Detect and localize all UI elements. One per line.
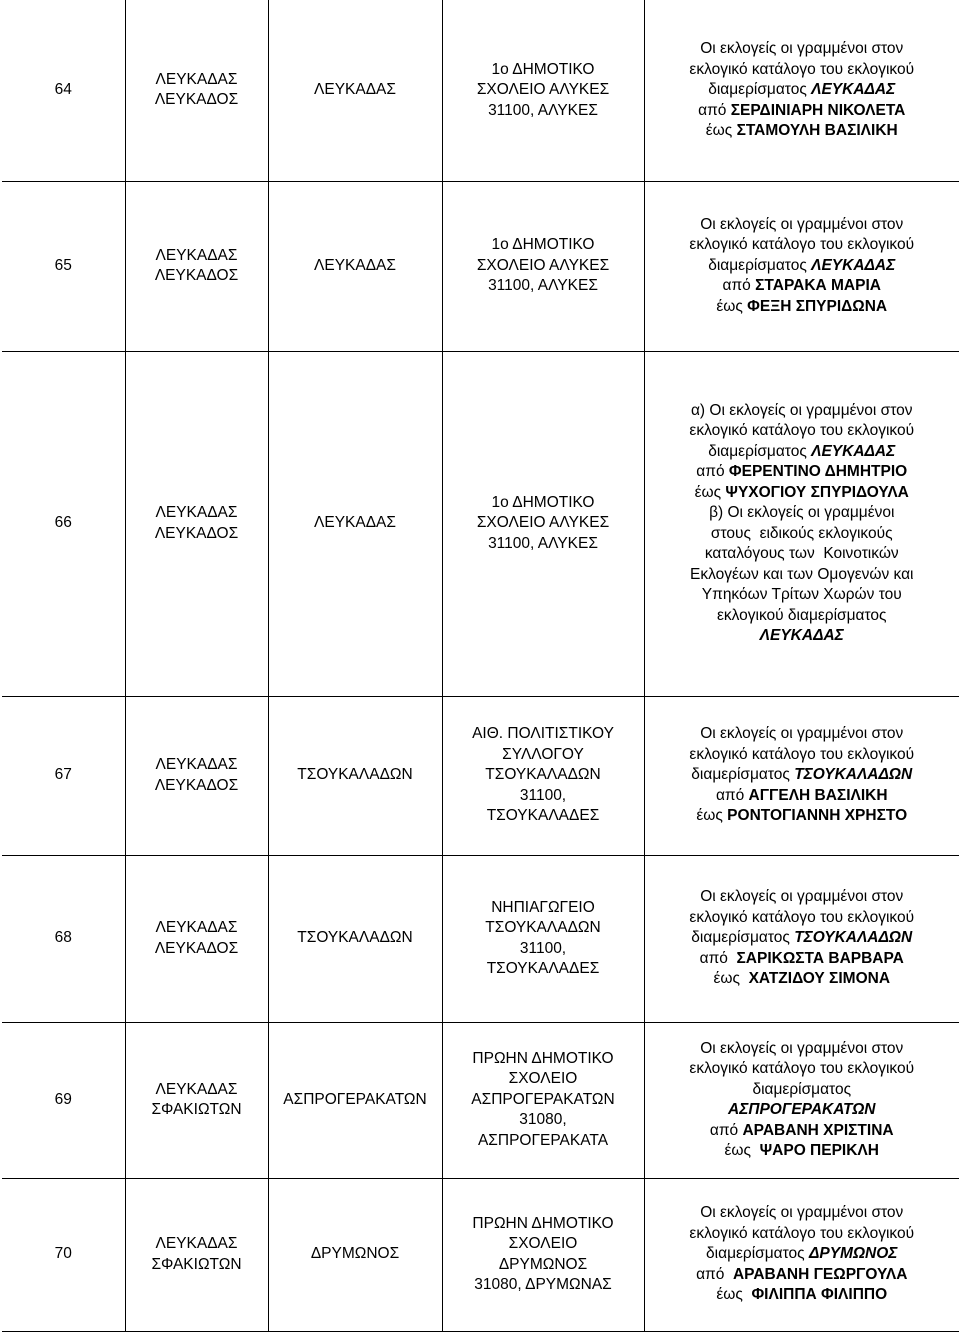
polling-location-line: ΤΣΟΥΚΑΛΑΔΩΝ [485, 919, 601, 936]
municipality-cell [125, 855, 268, 1022]
electoral-district: ΤΣΟΥΚΑΛΑΔΩΝ [297, 929, 413, 947]
description-text: διαμερίσματος [706, 1245, 809, 1263]
description-text: Οι εκλογείς οι γραμμένοι στον [700, 40, 904, 57]
municipality-line: ΛΕΥΚΑΔΑΣ [155, 246, 238, 264]
electoral-district: ΛΕΥΚΑΔΑΣ [314, 81, 396, 98]
polling-location-line: 31080, ΔΡΥΜΩΝΑΣ [474, 1276, 612, 1293]
description-text: Εκλογέων και των Ομογενών και [689, 565, 914, 583]
description-line [648, 1080, 957, 1101]
description-line [648, 806, 957, 827]
description-text: β) Οι εκλογείς οι γραμμένοι [709, 504, 895, 521]
electoral-district-cell [268, 0, 442, 181]
description-text: εκλογικό κατάλογο του εκλογικού [689, 236, 915, 254]
municipality-line: ΛΕΥΚΑΔΑΣ [155, 1235, 238, 1252]
row-number-cell [2, 696, 125, 855]
description-line [648, 101, 957, 122]
row-number-cell [2, 351, 125, 696]
description-line [648, 483, 957, 504]
polling-location-line: ΔΡΥΜΩΝΟΣ [498, 1255, 588, 1273]
polling-location-line: 31100, [519, 786, 567, 804]
polling-location-line: ΠΡΩΗΝ ΔΗΜΟΤΙΚΟ [472, 1049, 614, 1067]
description-line [648, 215, 957, 236]
description-line [648, 462, 957, 483]
highlighted-name: ΛΕΥΚΑΔΑΣ [759, 627, 844, 644]
description-text: στους ειδικούς εκλογικούς [710, 524, 893, 542]
polling-location-line: 31080, [519, 1111, 567, 1129]
description-text: εκλογικού διαμερίσματος [716, 606, 887, 624]
polling-location-line: ΣΧΟΛΕΙΟ ΑΛΥΚΕΣ [476, 81, 610, 98]
electoral-district: ΤΣΟΥΚΑΛΑΔΩΝ [297, 766, 413, 784]
polling-location-line: ΣΥΛΛΟΓΟΥ [502, 745, 584, 763]
municipality-cell [125, 696, 268, 855]
highlighted-name: ΑΓΓΕΛΗ ΒΑΣΙΛΙΚΗ [748, 786, 888, 804]
polling-location-line: 31100, ΑΛΥΚΕΣ [488, 277, 598, 295]
voters-description-cell [644, 1178, 959, 1331]
electoral-district: ΔΡΥΜΩΝΟΣ [310, 1245, 400, 1263]
description-line [648, 442, 957, 463]
description-line [648, 1121, 957, 1142]
description-text: από [722, 277, 756, 295]
electoral-district: ΛΕΥΚΑΔΑΣ [314, 256, 396, 274]
description-line [648, 969, 957, 990]
description-text: α) Οι εκλογείς οι γραμμένοι στον [690, 401, 913, 419]
description-line [648, 949, 957, 970]
description-line [648, 585, 957, 606]
description-text: από [715, 786, 749, 804]
municipality-line: ΛΕΥΚΑΔΑΣ [155, 756, 238, 773]
description-text: από [709, 1121, 743, 1139]
description-line [648, 1141, 957, 1162]
description-text: εκλογικό κατάλογο του εκλογικού [689, 908, 915, 926]
polling-stations-table [2, 0, 959, 1332]
electoral-district: ΛΕΥΚΑΔΑΣ [314, 514, 396, 532]
highlighted-name: ΣΤΑΡΑΚΑ ΜΑΡΙΑ [755, 277, 881, 295]
row-number-cell [2, 181, 125, 351]
polling-location-line: 31100, ΑΛΥΚΕΣ [488, 101, 598, 119]
row-number: 64 [54, 81, 72, 98]
polling-location-line: ΑΣΠΡΟΓΕΡΑΚΑΤΩΝ [471, 1090, 615, 1108]
polling-location-cell [442, 351, 644, 696]
voters-description-cell [644, 855, 959, 1022]
description-text: διαμερίσματος [752, 1080, 852, 1098]
description-line [648, 908, 957, 929]
description-text: διαμερίσματος [708, 256, 812, 274]
description-text: εκλογικό κατάλογο του εκλογικού [689, 745, 915, 763]
municipality-cell [125, 0, 268, 181]
description-line [648, 1100, 957, 1121]
description-text: Οι εκλογείς οι γραμμένοι στον [700, 1039, 904, 1057]
description-text: εκλογικό κατάλογο του εκλογικού [689, 1224, 915, 1242]
description-text: διαμερίσματος [691, 766, 795, 784]
row-number: 69 [54, 1090, 72, 1108]
municipality-cell [125, 1022, 268, 1178]
electoral-district-cell [268, 1022, 442, 1178]
table-row [2, 0, 959, 181]
description-line [648, 565, 957, 586]
description-line [648, 39, 957, 60]
polling-location-cell [442, 1178, 644, 1331]
polling-location-line: ΑΙΘ. ΠΟΛΙΤΙΣΤΙΚΟΥ [472, 725, 614, 743]
description-text: έως [716, 297, 748, 315]
municipality-cell [125, 181, 268, 351]
table-row [2, 181, 959, 351]
highlighted-name: ΛΕΥΚΑΔΑΣ [811, 442, 896, 460]
description-line [648, 1244, 957, 1265]
row-number-cell [2, 1178, 125, 1331]
description-line [648, 887, 957, 908]
description-text: διαμερίσματος [708, 81, 812, 98]
municipality-line: ΛΕΥΚΑΔΑΣ [155, 1080, 238, 1098]
highlighted-name: ΤΣΟΥΚΑΛΑΔΩΝ [794, 766, 913, 784]
description-text: εκλογικό κατάλογο του εκλογικού [689, 1060, 915, 1077]
description-line [648, 544, 957, 565]
description-line [648, 524, 957, 545]
highlighted-name: ΔΡΥΜΩΝΟΣ [808, 1245, 898, 1263]
description-line [648, 1203, 957, 1224]
description-line [648, 928, 957, 949]
polling-location-line: ΝΗΠΙΑΓΩΓΕΙΟ [491, 898, 595, 916]
description-text: από [696, 1265, 733, 1283]
description-line [648, 724, 957, 745]
highlighted-name: ΣΑΡΙΚΩΣΤΑ ΒΑΡΒΑΡΑ [736, 949, 904, 967]
voters-description-cell [644, 1022, 959, 1178]
description-line [648, 1224, 957, 1245]
polling-location-line: ΣΧΟΛΕΙΟ [508, 1070, 578, 1088]
description-text: εκλογικό κατάλογο του εκλογικού [689, 422, 915, 439]
municipality-line: ΛΕΥΚΑΔΑΣ [155, 919, 238, 936]
electoral-district-cell [268, 181, 442, 351]
description-line [648, 503, 957, 524]
electoral-district-cell [268, 351, 442, 696]
table-row [2, 1022, 959, 1178]
highlighted-name: ΨΥΧΟΓΙΟΥ ΣΠΥΡΙΔΟΥΛΑ [725, 483, 909, 501]
table-row [2, 855, 959, 1022]
municipality-line: ΛΕΥΚΑΔΑΣ [155, 70, 238, 88]
highlighted-name: ΛΕΥΚΑΔΑΣ [811, 81, 896, 98]
description-text: Οι εκλογείς οι γραμμένοι στον [700, 1204, 904, 1222]
table-row [2, 1178, 959, 1331]
polling-location-line: ΤΣΟΥΚΑΛΑΔΕΣ [486, 807, 600, 825]
description-line [648, 401, 957, 422]
municipality-line: ΛΕΥΚΑΔΑΣ [155, 504, 238, 521]
highlighted-name: ΑΡΑΒΑΝΗ ΧΡΙΣΤΙΝΑ [742, 1121, 894, 1139]
electoral-district: ΑΣΠΡΟΓΕΡΑΚΑΤΩΝ [283, 1090, 427, 1108]
municipality-cell [125, 1178, 268, 1331]
description-text: Οι εκλογείς οι γραμμένοι στον [700, 215, 904, 233]
polling-location-line: 1ο ΔΗΜΟΤΙΚΟ [491, 236, 595, 254]
row-number: 67 [54, 766, 72, 784]
highlighted-name: ΑΡΑΒΑΝΗ ΓΕΩΡΓΟΥΛΑ [732, 1265, 908, 1283]
polling-location-cell [442, 855, 644, 1022]
municipality-line: ΛΕΥΚΑΔΟΣ [154, 776, 239, 794]
voters-description-cell [644, 351, 959, 696]
municipality-line: ΛΕΥΚΑΔΟΣ [154, 267, 239, 284]
electoral-district-cell [268, 696, 442, 855]
description-line [648, 786, 957, 807]
description-line [648, 80, 957, 101]
description-text: Οι εκλογείς οι γραμμένοι στον [700, 725, 904, 743]
table-body [2, 0, 959, 1331]
table-row [2, 351, 959, 696]
description-text: έως [705, 122, 737, 139]
description-text: έως [716, 1286, 752, 1304]
row-number-cell [2, 855, 125, 1022]
polling-location-line: 31100, ΑΛΥΚΕΣ [488, 534, 598, 552]
polling-location-line: 1ο ΔΗΜΟΤΙΚΟ [491, 493, 595, 511]
polling-location-cell [442, 0, 644, 181]
municipality-line: ΛΕΥΚΑΔΟΣ [154, 91, 239, 109]
description-line [648, 626, 957, 647]
highlighted-name: ΧΑΤΖΙΔΟΥ ΣΙΜΟΝΑ [748, 970, 891, 988]
description-line [648, 276, 957, 297]
polling-location-line: 1ο ΔΗΜΟΤΙΚΟ [491, 60, 595, 78]
description-line [648, 1059, 957, 1080]
description-text: από [699, 949, 737, 967]
description-text: έως [694, 483, 726, 501]
description-text: έως [696, 807, 728, 825]
polling-location-line: ΤΣΟΥΚΑΛΑΔΕΣ [486, 960, 600, 977]
description-text: καταλόγους των Κοινοτικών [704, 545, 899, 562]
description-line [648, 1285, 957, 1306]
voters-description-cell [644, 181, 959, 351]
description-line [648, 1265, 957, 1286]
description-text: έως [724, 1142, 760, 1159]
description-text: Οι εκλογείς οι γραμμένοι στον [700, 888, 904, 906]
highlighted-name: ΣΤΑΜΟΥΛΗ ΒΑΣΙΛΙΚΗ [736, 122, 898, 139]
highlighted-name: ΨΑΡΟ ΠΕΡΙΚΛΗ [759, 1142, 879, 1159]
highlighted-name: ΦΕΡΕΝΤΙΝΟ ΔΗΜΗΤΡΙΟ [728, 463, 908, 480]
highlighted-name: ΦΕΞΗ ΣΠΥΡΙΔΩΝΑ [747, 297, 888, 315]
description-line [648, 765, 957, 786]
highlighted-name: ΡΟΝΤΟΓΙΑΝΝΗ ΧΡΗΣΤΟ [727, 807, 908, 825]
highlighted-name: ΣΕΡΔΙΝΙΑΡΗ ΝΙΚΟΛΕΤΑ [730, 101, 906, 119]
description-text: διαμερίσματος [708, 442, 812, 460]
table-row [2, 696, 959, 855]
polling-location-line: 31100, [519, 939, 567, 957]
highlighted-name: ΤΣΟΥΚΑΛΑΔΩΝ [794, 929, 913, 947]
municipality-line: ΛΕΥΚΑΔΟΣ [154, 524, 239, 542]
row-number-cell [2, 1022, 125, 1178]
polling-location-line: ΣΧΟΛΕΙΟ [508, 1235, 578, 1252]
description-line [648, 1039, 957, 1060]
polling-location-cell [442, 1022, 644, 1178]
voters-description-cell [644, 0, 959, 181]
description-text: Υπηκόων Τρίτων Χωρών του [701, 586, 902, 603]
highlighted-name: ΛΕΥΚΑΔΑΣ [811, 256, 896, 274]
highlighted-name: ΦΙΛΙΠΠΑ ΦΙΛΙΠΠΟ [751, 1286, 888, 1304]
description-text: έως [713, 970, 749, 988]
row-number: 66 [54, 514, 72, 532]
description-line [648, 745, 957, 766]
row-number: 70 [54, 1245, 72, 1263]
polling-location-cell [442, 181, 644, 351]
description-line [648, 606, 957, 627]
municipality-cell [125, 351, 268, 696]
description-line [648, 235, 957, 256]
description-line [648, 297, 957, 318]
municipality-line: ΣΦΑΚΙΩΤΩΝ [151, 1101, 242, 1118]
description-text: από [698, 101, 731, 119]
description-line [648, 421, 957, 442]
description-text: από [696, 463, 729, 480]
polling-location-line: ΣΧΟΛΕΙΟ ΑΛΥΚΕΣ [476, 256, 610, 274]
row-number: 68 [54, 929, 72, 947]
electoral-district-cell [268, 855, 442, 1022]
voters-description-cell [644, 696, 959, 855]
description-text: εκλογικό κατάλογο του εκλογικού [689, 60, 915, 78]
description-line [648, 256, 957, 277]
polling-location-line: ΣΧΟΛΕΙΟ ΑΛΥΚΕΣ [476, 514, 610, 532]
polling-location-line: ΑΣΠΡΟΓΕΡΑΚΑΤΑ [477, 1131, 609, 1149]
description-line [648, 60, 957, 81]
polling-location-line: ΤΣΟΥΚΑΛΑΔΩΝ [485, 766, 601, 784]
description-text: διαμερίσματος [691, 929, 795, 947]
highlighted-name: ΑΣΠΡΟΓΕΡΑΚΑΤΩΝ [728, 1101, 876, 1118]
description-line [648, 121, 957, 142]
row-number-cell [2, 0, 125, 181]
row-number: 65 [54, 256, 72, 274]
electoral-district-cell [268, 1178, 442, 1331]
polling-location-cell [442, 696, 644, 855]
municipality-line: ΣΦΑΚΙΩΤΩΝ [151, 1255, 242, 1273]
polling-location-line: ΠΡΩΗΝ ΔΗΜΟΤΙΚΟ [472, 1214, 614, 1232]
municipality-line: ΛΕΥΚΑΔΟΣ [154, 939, 239, 957]
